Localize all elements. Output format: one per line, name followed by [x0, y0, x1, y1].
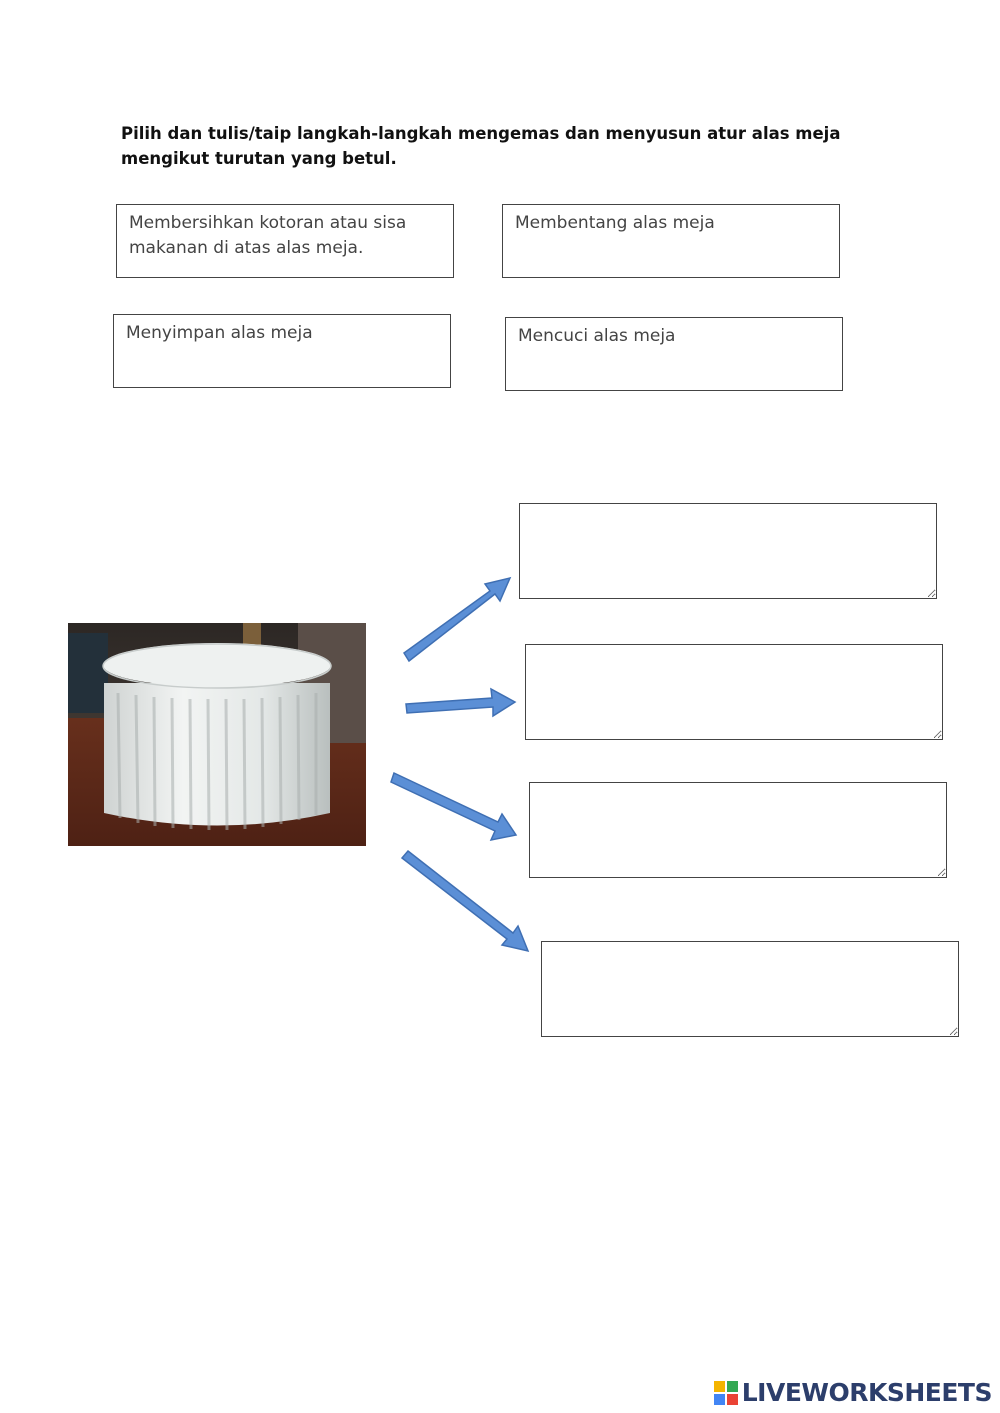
arrow-4 [402, 851, 528, 951]
brand-name: LIVEWORKSHEETS [741, 1378, 992, 1407]
instruction-text: Pilih dan tulis/taip langkah-langkah mengemas dan menyusun atur alas meja mengikut turutan yang betul. [121, 124, 841, 168]
table-photo [68, 623, 366, 846]
choice-box-2: Membentang alas meja [502, 204, 840, 278]
liveworksheets-logo [714, 1378, 992, 1407]
choice-box-4: Mencuci alas meja [505, 317, 843, 391]
logo-icon [714, 1381, 738, 1405]
arrow-2 [406, 689, 515, 716]
answer-box-4[interactable] [541, 941, 959, 1037]
choice-box-1: Membersihkan kotoran atau sisa makanan di atas alas meja. [116, 204, 454, 278]
answer-box-1[interactable] [519, 503, 937, 599]
arrow-1 [404, 578, 510, 661]
choice-box-3: Menyimpan alas meja [113, 314, 451, 388]
answer-box-2[interactable] [525, 644, 943, 740]
answer-box-3[interactable] [529, 782, 947, 878]
arrow-3 [391, 773, 516, 840]
